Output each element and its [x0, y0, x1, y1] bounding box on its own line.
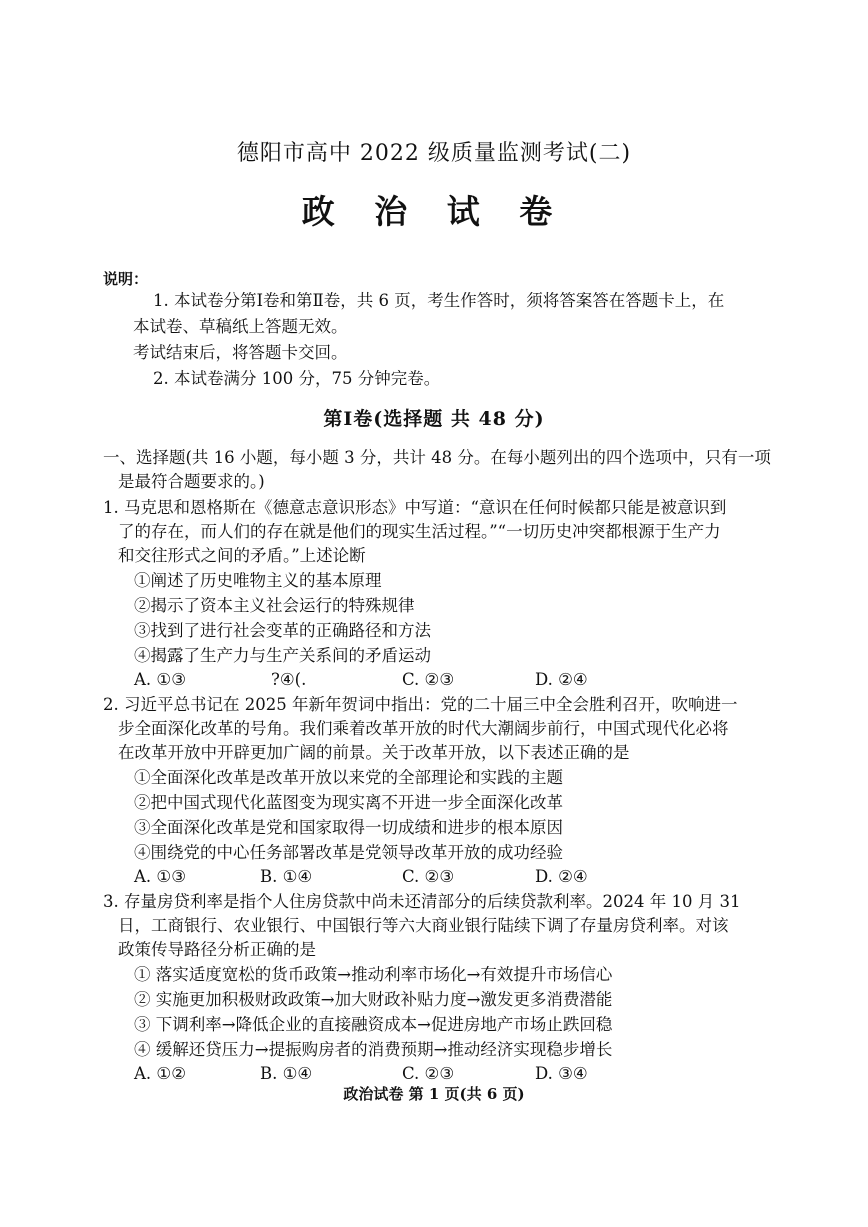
- statement-option: ③找到了进行社会变革的正确路径和方法: [134, 621, 431, 640]
- choice-d: D. ②④: [535, 867, 588, 886]
- question-stem-line: 在改革开放中开辟更加广阔的前景。关于改革开放，以下表述正确的是: [118, 743, 630, 762]
- instruction-line: 1. 本试卷分第Ⅰ卷和第Ⅱ卷，共 6 页，考生作答时，须将答案答在答题卡上，在: [153, 291, 725, 310]
- page-footer: 政治试卷 第 1 页(共 6 页): [343, 1085, 525, 1103]
- statement-option: ① 落实适度宽松的货币政策→推动利率市场化→有效提升市场信心: [134, 965, 613, 984]
- choice-c: C. ②③: [402, 1064, 455, 1083]
- choice-a: A. ①③: [134, 867, 186, 886]
- question-stem-line: 和交往形式之间的矛盾。”上述论断: [118, 546, 366, 565]
- instruction-line: 考试结束后，将答题卡交回。: [133, 343, 348, 362]
- statement-option: ①阐述了历史唯物主义的基本原理: [134, 571, 382, 590]
- instruction-line: 2. 本试卷满分 100 分，75 分钟完卷。: [153, 369, 441, 388]
- choice-a: A. ①②: [134, 1064, 186, 1083]
- choice-d: D. ③④: [535, 1064, 588, 1083]
- statement-option: ①全面深化改革是改革开放以来党的全部理论和实践的主题: [134, 768, 563, 787]
- choice-c: C. ②③: [402, 867, 455, 886]
- question-stem-line: 日，工商银行、农业银行、中国银行等六大商业银行陆续下调了存量房贷利率。对该: [118, 916, 729, 935]
- choice-c: C. ②③: [402, 670, 455, 689]
- question-stem-line: 了的存在，而人们的存在就是他们的现实生活过程。”“一切历史冲突都根源于生产力: [118, 522, 721, 541]
- choice-a: A. ①③: [134, 670, 186, 689]
- choice-b: ?④(.: [271, 670, 307, 689]
- statement-option: ②揭示了资本主义社会运行的特殊规律: [134, 596, 415, 615]
- question-stem-line: 3. 存量房贷利率是指个人住房贷款中尚未还清部分的后续贷款利率。2024 年 10 月 31: [103, 892, 741, 911]
- instruction-line: 本试卷、草稿纸上答题无效。: [133, 317, 348, 336]
- section-intro-line: 一、选择题(共 16 小题，每小题 3 分，共计 48 分。在每小题列出的四个选项中，只有一项: [103, 448, 771, 467]
- question-stem-line: 步全面深化改革的号角。我们乘着改革开放的时代大潮阔步前行，中国式现代化必将: [118, 719, 729, 738]
- statement-option: ② 实施更加积极财政政策→加大财政补贴力度→激发更多消费潜能: [134, 990, 613, 1009]
- section-intro-line: 是最符合题要求的。): [118, 472, 265, 491]
- choice-d: D. ②④: [535, 670, 588, 689]
- choice-b: B. ①④: [260, 867, 313, 886]
- statement-option: ③ 下调利率→降低企业的直接融资成本→促进房地产市场止跌回稳: [134, 1015, 613, 1034]
- statement-option: ④ 缓解还贷压力→提振购房者的消费预期→推动经济实现稳步增长: [134, 1040, 613, 1059]
- question-stem-line: 政策传导路径分析正确的是: [118, 940, 316, 959]
- exam-title: 德阳市高中 2022 级质量监测考试(二): [236, 141, 632, 166]
- section-title: 第Ⅰ卷(选择题 共 48 分): [323, 408, 545, 430]
- statement-option: ③全面深化改革是党和国家取得一切成绩和进步的根本原因: [134, 818, 563, 837]
- instructions-label: 说明：: [103, 270, 149, 288]
- statement-option: ④围绕党的中心任务部署改革是党领导改革开放的成功经验: [134, 843, 563, 862]
- statement-option: ④揭露了生产力与生产关系间的矛盾运动: [134, 646, 431, 665]
- question-stem-line: 1. 马克思和恩格斯在《德意志意识形态》中写道：“意识在任何时候都只能是被意识到: [103, 498, 727, 517]
- subject-title: 政 治 试 卷: [301, 192, 567, 231]
- statement-option: ②把中国式现代化蓝图变为现实离不开进一步全面深化改革: [134, 793, 563, 812]
- choice-b: B. ①④: [260, 1064, 313, 1083]
- question-stem-line: 2. 习近平总书记在 2025 年新年贺词中指出：党的二十届三中全会胜利召开，吹响进一: [103, 695, 738, 714]
